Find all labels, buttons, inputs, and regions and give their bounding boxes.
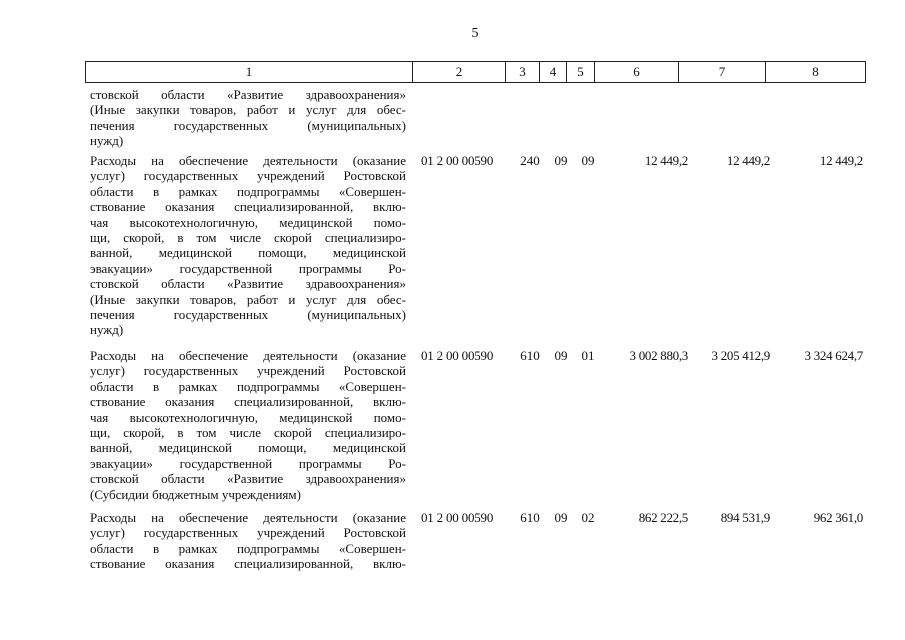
header-col-4: 4 (540, 62, 567, 83)
target-article-code: 01 2 00 00590 (421, 510, 494, 525)
description-line: (Иные закупки товаров, работ и услуг для обес- (90, 291, 406, 307)
description-line: ствование оказания специализированной, вклю- (90, 556, 406, 572)
amount-col-8: 3 324 624,7 (804, 348, 863, 363)
section-code: 09 (554, 153, 568, 168)
description-line: (Субсидии бюджетным учреждениям) (90, 486, 301, 502)
header-col-6: 6 (595, 62, 679, 83)
description-line: услуг) государственных учреждений Ростовской (90, 168, 406, 184)
description-line: Расходы на обеспечение деятельности (оказание (90, 153, 406, 168)
subsection-code: 01 (581, 348, 595, 363)
expense-type-code: 610 (520, 510, 540, 525)
description-line: чая высокотехнологичную, медицинской помо- (90, 214, 406, 230)
table-header (85, 61, 866, 83)
description-line: ствование оказания специализированной, вклю- (90, 394, 406, 410)
amount-col-7: 3 205 412,9 (711, 348, 770, 363)
description-line: щи, скорой, в том числе скорой специализиро- (90, 425, 406, 441)
description-line: ствование оказания специализированной, вклю- (90, 199, 406, 215)
description-line: печения государственных (муниципальных) (90, 307, 406, 323)
subsection-code: 02 (581, 510, 595, 525)
header-col-8: 8 (766, 62, 866, 83)
section-code: 09 (554, 510, 568, 525)
description-line: Расходы на обеспечение деятельности (оказание (90, 348, 406, 363)
amount-col-7: 894 531,9 (720, 510, 770, 525)
row-description (90, 510, 406, 572)
subsection-code: 09 (581, 153, 595, 168)
description-line: щи, скорой, в том числе скорой специализиро- (90, 230, 406, 246)
target-article-code: 01 2 00 00590 (421, 153, 494, 168)
expense-type-code: 610 (520, 348, 540, 363)
header-col-7: 7 (679, 62, 766, 83)
header-col-5: 5 (567, 62, 595, 83)
description-line: стовской области «Развитие здравоохранения» (90, 276, 406, 292)
row-description (90, 348, 406, 502)
description-line: эвакуации» государственной программы Ро- (90, 455, 406, 471)
description-line: ванной, медицинской помощи, медицинской (90, 245, 406, 261)
description-line: нужд) (90, 322, 124, 338)
description-line: печения государственных (муниципальных) (90, 117, 406, 133)
description-line: ванной, медицинской помощи, медицинской (90, 440, 406, 456)
amount-col-7: 12 449,2 (726, 153, 770, 168)
section-code: 09 (554, 348, 568, 363)
description-line: стовской области «Развитие здравоохранения» (90, 471, 406, 487)
description-line: услуг) государственных учреждений Ростовской (90, 525, 406, 541)
header-col-2: 2 (413, 62, 506, 83)
description-line: области в рамках подпрограммы «Совершен- (90, 378, 406, 394)
description-line: Расходы на обеспечение деятельности (оказание (90, 510, 406, 525)
description-line: услуг) государственных учреждений Ростовской (90, 363, 406, 379)
description-line: стовской области «Развитие здравоохранения» (90, 87, 406, 102)
amount-col-6: 862 222,5 (638, 510, 688, 525)
row-description (90, 153, 406, 338)
amount-col-6: 3 002 880,3 (629, 348, 688, 363)
description-line: области в рамках подпрограммы «Совершен- (90, 540, 406, 556)
description-line: нужд) (90, 133, 124, 149)
header-col-3: 3 (506, 62, 540, 83)
row-description (90, 87, 406, 149)
description-line: эвакуации» государственной программы Ро- (90, 260, 406, 276)
description-line: чая высокотехнологичную, медицинской помо- (90, 409, 406, 425)
amount-col-8: 962 361,0 (813, 510, 863, 525)
header-col-1: 1 (86, 62, 413, 83)
amount-col-8: 12 449,2 (819, 153, 863, 168)
amount-col-6: 12 449,2 (644, 153, 688, 168)
expense-type-code: 240 (520, 153, 540, 168)
header-row (86, 62, 866, 83)
description-line: (Иные закупки товаров, работ и услуг для обес- (90, 102, 406, 118)
target-article-code: 01 2 00 00590 (421, 348, 494, 363)
description-line: области в рамках подпрограммы «Совершен- (90, 183, 406, 199)
page-number: 5 (471, 26, 479, 41)
